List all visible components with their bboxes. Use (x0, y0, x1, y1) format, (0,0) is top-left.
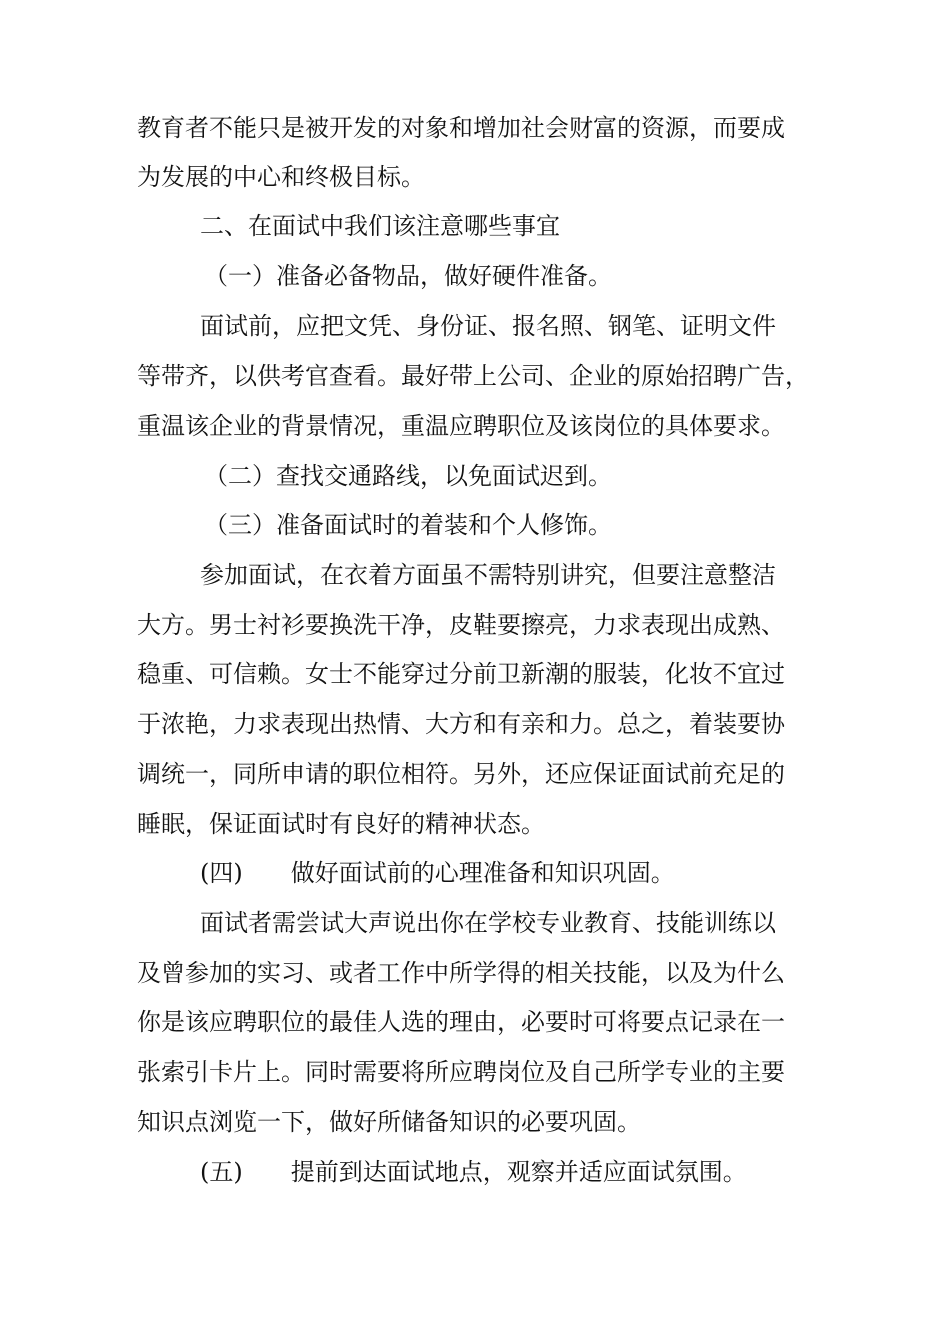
paragraph-line: 调统一，同所申请的职位相符。另外，还应保证面试前充足的 (137, 760, 785, 788)
paragraph-line: 等带齐，以供考官查看。最好带上公司、企业的原始招聘广告， (137, 362, 809, 390)
paragraph-line: 睡眠，保证面试时有良好的精神状态。 (137, 810, 545, 838)
paragraph-line: 稳重、可信赖。女士不能穿过分前卫新潮的服装，化妆不宜过 (137, 660, 785, 688)
paragraph-line: 大方。男士衬衫要换洗干净，皮鞋要擦亮，力求表现出成熟、 (137, 611, 785, 639)
paragraph-line: 为发展的中心和终极目标。 (137, 163, 425, 191)
paragraph-line: 张索引卡片上。同时需要将所应聘岗位及自己所学专业的主要 (137, 1058, 785, 1086)
paragraph-line: 你是该应聘职位的最佳人选的理由，必要时可将要点记录在一 (137, 1008, 785, 1036)
paragraph-line: 知识点浏览一下，做好所储备知识的必要巩固。 (137, 1108, 641, 1136)
paragraph-line: 教育者不能只是被开发的对象和增加社会财富的资源，而要成 (137, 114, 785, 142)
subsection-heading: （二）查找交通路线，以免面试迟到。 (204, 462, 612, 490)
paragraph-line: 面试前，应把文凭、身份证、报名照、钢笔、证明文件 (200, 312, 776, 340)
section-heading: 二、在面试中我们该注意哪些事宜 (200, 212, 560, 240)
paragraph-line: 面试者需尝试大声说出你在学校专业教育、技能训练以 (200, 909, 776, 937)
paragraph-line: 参加面试，在衣着方面虽不需特别讲究，但要注意整洁 (200, 561, 776, 589)
subsection-title: 提前到达面试地点，观察并适应面试氛围。 (290, 1158, 747, 1186)
subsection-heading (200, 853, 900, 893)
paragraph-line: 重温该企业的背景情况，重温应聘职位及该岗位的具体要求。 (137, 412, 785, 440)
paragraph-line: 及曾参加的实习、或者工作中所学得的相关技能，以及为什么 (137, 959, 785, 987)
subsection-heading: （三）准备面试时的着装和个人修饰。 (204, 511, 612, 539)
subsection-heading: （一）准备必备物品，做好硬件准备。 (204, 262, 612, 290)
paragraph-line: 于浓艳，力求表现出热情、大方和有亲和力。总之，着装要协 (137, 710, 785, 738)
subsection-number: (四) (200, 859, 243, 887)
subsection-title: 做好面试前的心理准备和知识巩固。 (290, 859, 675, 887)
subsection-number: (五) (200, 1158, 243, 1186)
subsection-heading (200, 1152, 900, 1192)
